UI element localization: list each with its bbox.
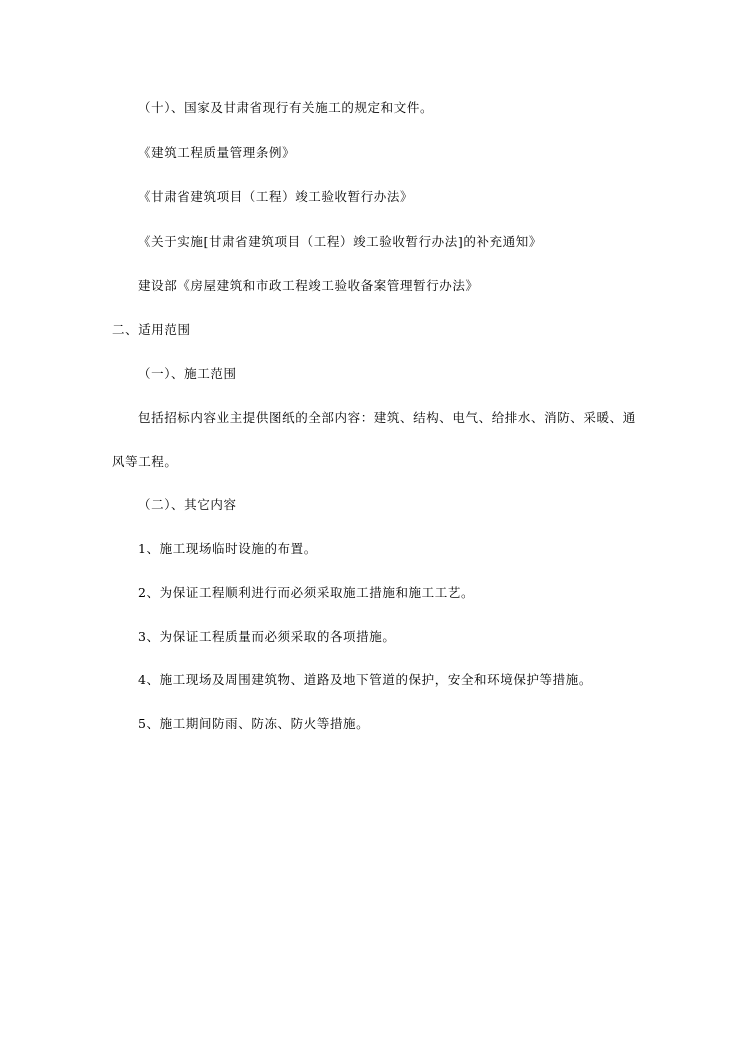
subheading-construction-scope: （一）、施工范围 [138,366,237,381]
list-item-2: 2、为保证工程顺利进行而必须采取施工措施和施工工艺。 [138,585,475,600]
paragraph-scope-content: 包括招标内容业主提供图纸的全部内容：建筑、结构、电气、给排水、消防、采暖、通 [138,410,636,425]
regulation-quality-management: 《建筑工程质量管理条例》 [138,145,296,160]
list-item-4: 4、施工现场及周围建筑物、道路及地下管道的保护，安全和环境保护等措施。 [138,672,592,687]
list-item-3: 3、为保证工程质量而必须采取的各项措施。 [138,629,396,644]
paragraph-item-10: （十）、国家及甘肃省现行有关施工的规定和文件。 [138,100,434,115]
paragraph-scope-content-continued: 风等工程。 [112,454,178,469]
section-heading-scope: 二、适用范围 [112,322,191,337]
regulation-ministry-record: 建设部《房屋建筑和市政工程竣工验收备案管理暂行办法》 [138,278,479,293]
subheading-other-content: （二）、其它内容 [138,497,237,512]
list-item-5: 5、施工期间防雨、防冻、防火等措施。 [138,716,370,731]
regulation-gansu-acceptance: 《甘肃省建筑项目（工程）竣工验收暂行办法》 [138,189,414,204]
list-item-1: 1、施工现场临时设施的布置。 [138,541,317,556]
regulation-supplementary-notice: 《关于实施[甘肃省建筑项目（工程）竣工验收暂行办法]的补充通知》 [138,234,542,249]
